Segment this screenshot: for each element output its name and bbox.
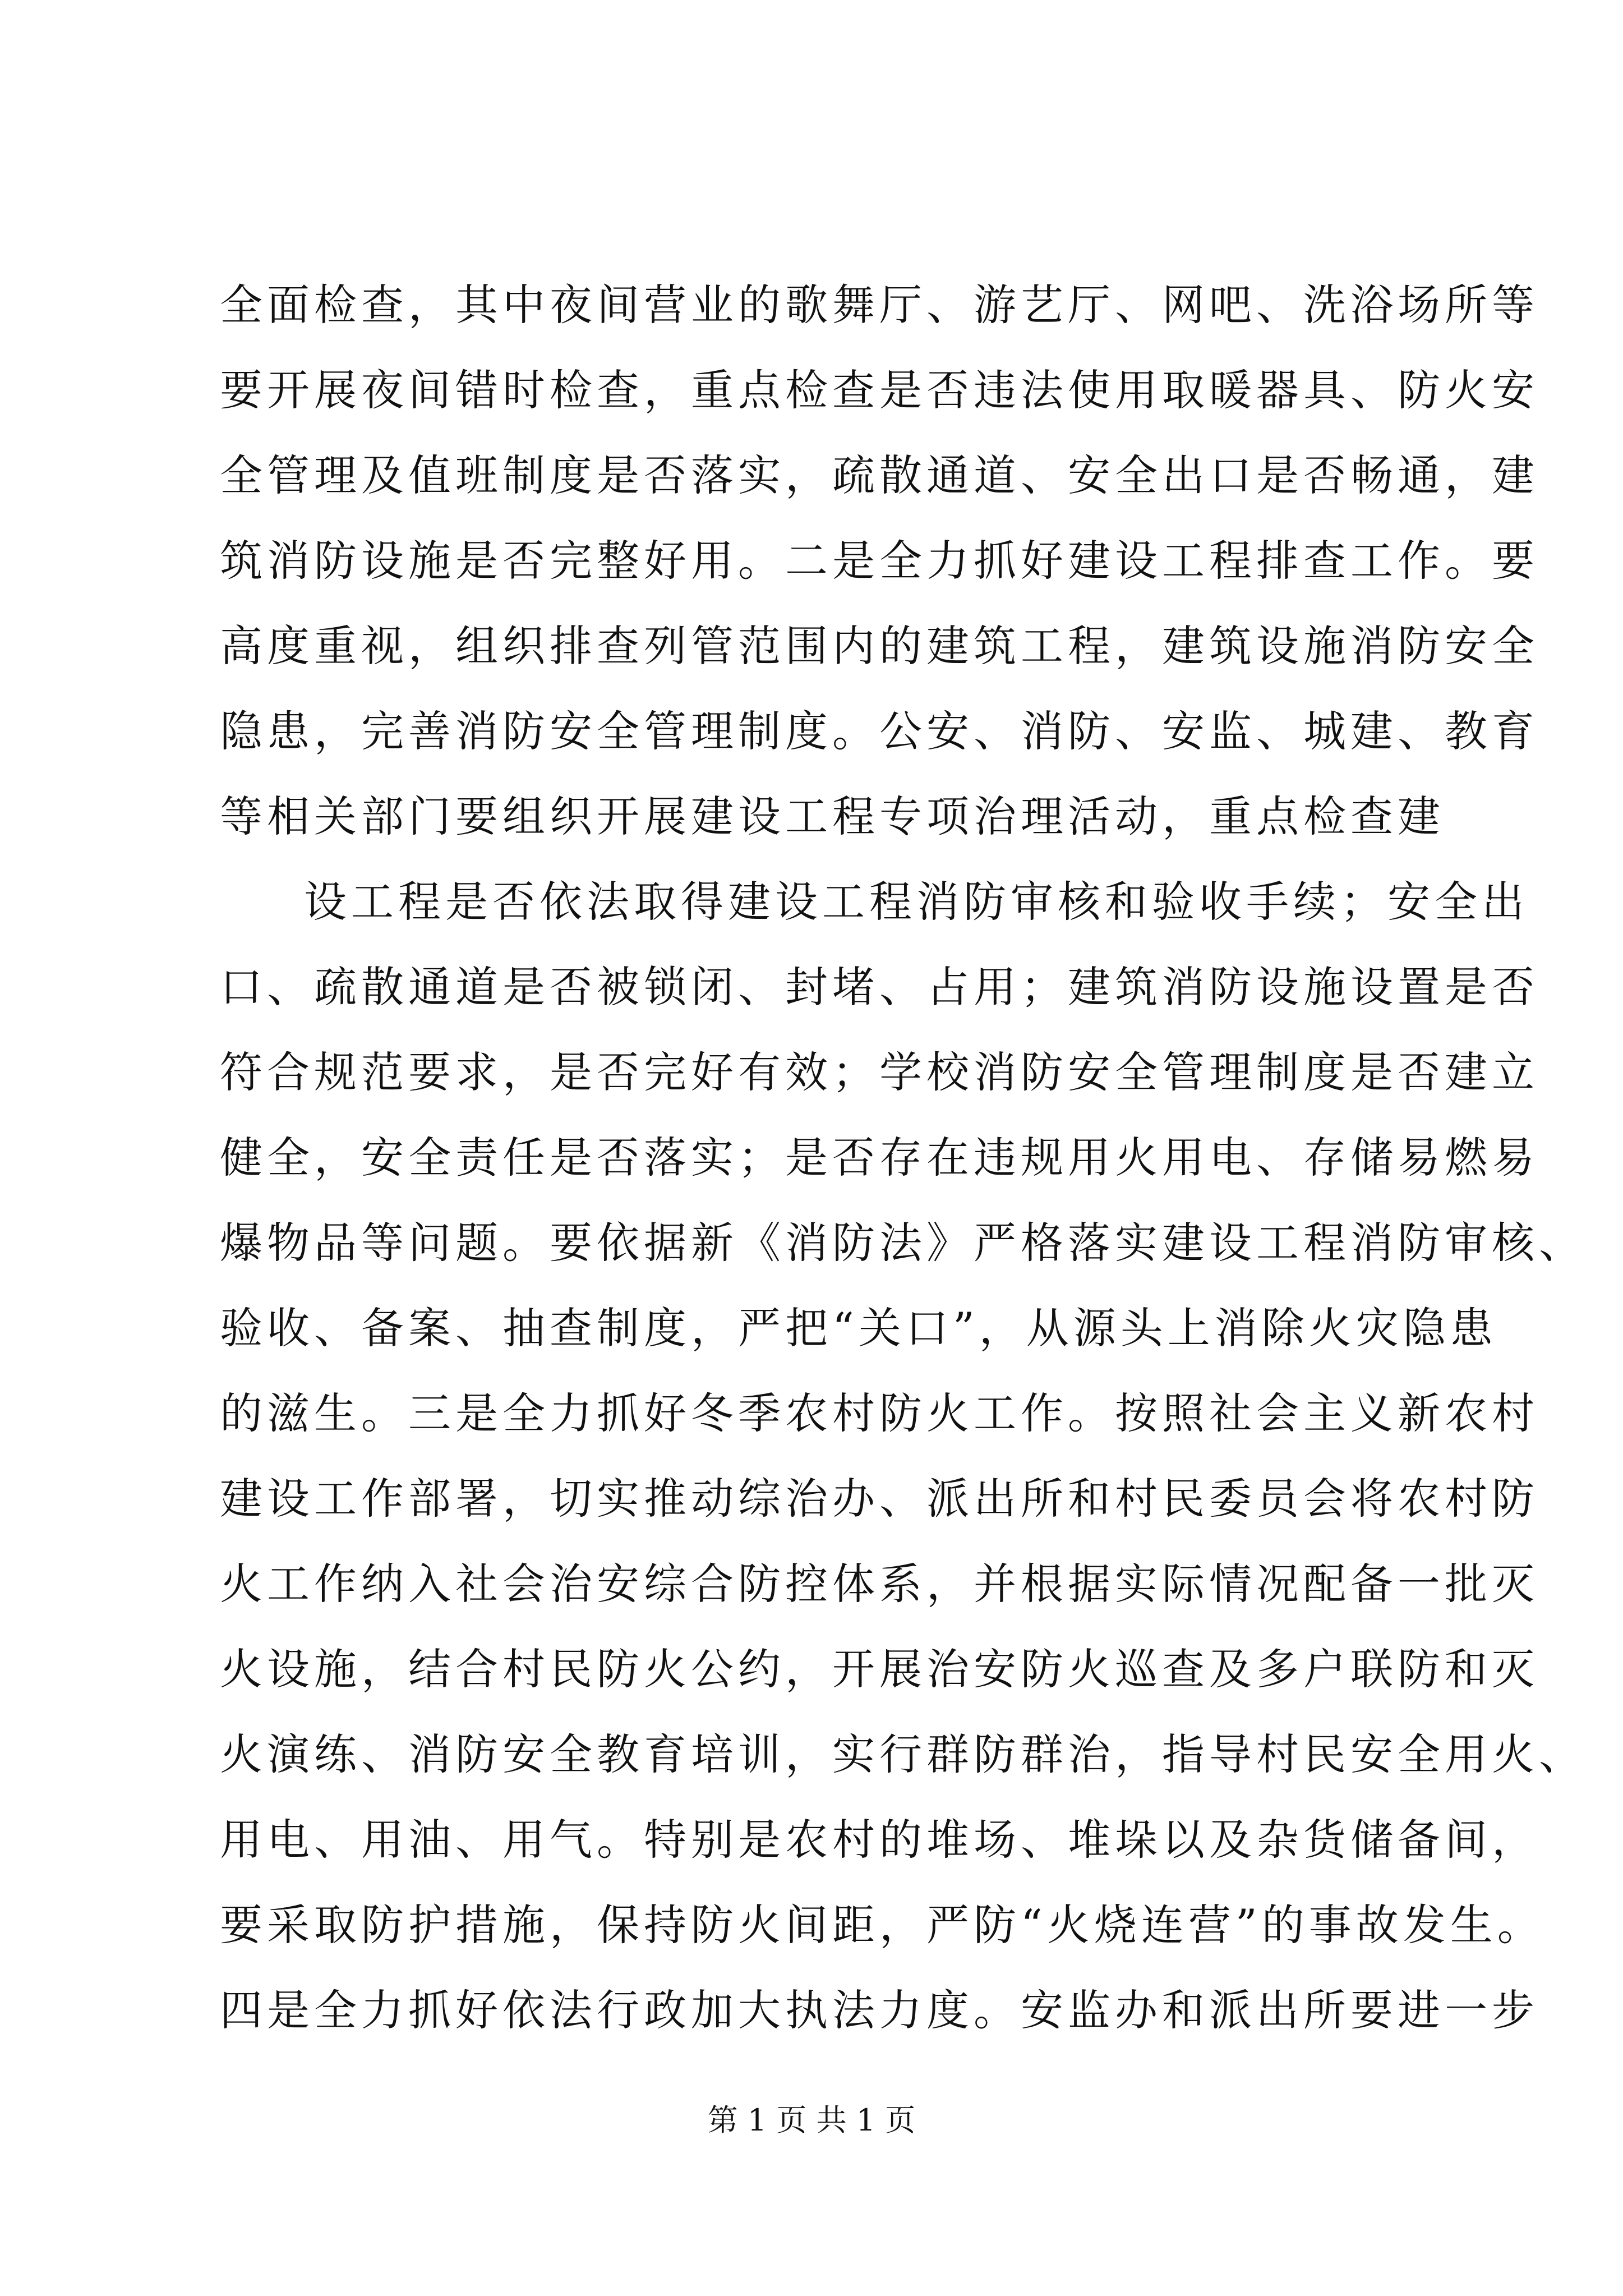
text-line: 筑消防设施是否完整好用。二是全力抓好建设工程排查工作。要 — [220, 536, 1539, 586]
paragraph-start-line: 设工程是否依法取得建设工程消防审核和验收手续；安全出 — [304, 877, 1529, 927]
text-line: 隐患，完善消防安全管理制度。公安、消防、安监、城建、教育 — [220, 706, 1539, 756]
text-line: 火演练、消防安全教育培训，实行群防群治，指导村民安全用火、 — [220, 1729, 1586, 1779]
text-line: 验收、备案、抽查制度，严把“关口”，从源头上消除火灾隐患 — [220, 1303, 1497, 1353]
text-line: 火设施，结合村民防火公约，开展治安防火巡查及多户联防和灭 — [220, 1644, 1539, 1694]
text-line: 等相关部门要组织开展建设工程专项治理活动，重点检查建 — [220, 792, 1445, 841]
text-line: 建设工作部署，切实推动综治办、派出所和村民委员会将农村防 — [220, 1474, 1539, 1524]
text-line: 火工作纳入社会治安综合防控体系，并根据实际情况配备一批灭 — [220, 1559, 1539, 1609]
text-line: 符合规范要求，是否完好有效；学校消防安全管理制度是否建立 — [220, 1047, 1539, 1097]
text-line: 高度重视，组织排查列管范围内的建筑工程，建筑设施消防安全 — [220, 621, 1539, 671]
text-line: 全面检查，其中夜间营业的歌舞厅、游艺厅、网吧、洗浴场所等 — [220, 280, 1539, 330]
text-line: 全管理及值班制度是否落实，疏散通道、安全出口是否畅通，建 — [220, 450, 1539, 500]
page-footer: 第 1 页 共 1 页 — [707, 2102, 916, 2138]
text-line: 四是全力抓好依法行政加大执法力度。安监办和派出所要进一步 — [220, 1985, 1539, 2035]
text-line: 爆物品等问题。要依据新《消防法》严格落实建设工程消防审核、 — [220, 1218, 1586, 1268]
document-body — [220, 263, 1586, 2053]
text-line: 健全，安全责任是否落实；是否存在违规用火用电、存储易燃易 — [220, 1133, 1539, 1182]
text-line: 的滋生。三是全力抓好冬季农村防火工作。按照社会主义新农村 — [220, 1388, 1539, 1438]
text-line: 要采取防护措施，保持防火间距，严防“火烧连营”的事故发生。 — [220, 1900, 1544, 1950]
text-line: 要开展夜间错时检查，重点检查是否违法使用取暖器具、防火安 — [220, 365, 1539, 415]
text-line: 口、疏散通道是否被锁闭、封堵、占用；建筑消防设施设置是否 — [220, 962, 1539, 1012]
text-line: 用电、用油、用气。特别是农村的堆场、堆垛以及杂货储备间， — [220, 1815, 1539, 1865]
